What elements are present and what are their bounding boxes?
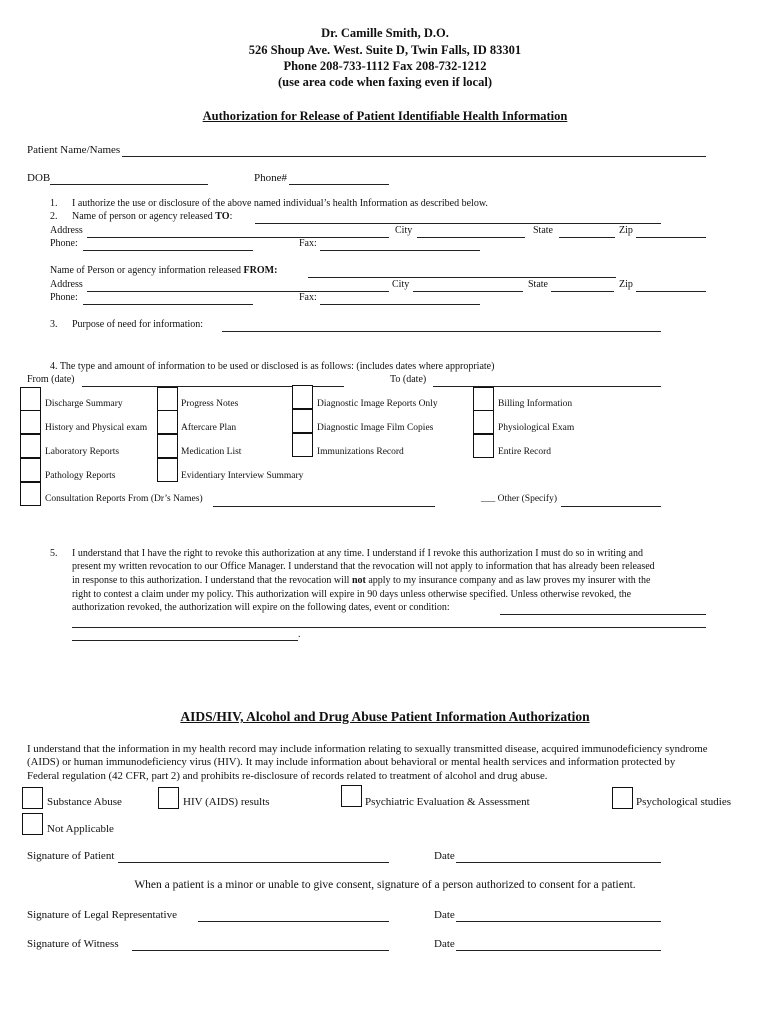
from-zip-field[interactable] bbox=[636, 279, 706, 292]
history-physical-label: History and Physical exam bbox=[45, 423, 148, 433]
pathology-label: Pathology Reports bbox=[45, 471, 116, 481]
substance-abuse-checkbox[interactable] bbox=[22, 787, 43, 809]
billing-label: Billing Information bbox=[498, 399, 573, 409]
dob-field[interactable] bbox=[50, 172, 208, 185]
witness-date-label: Date bbox=[434, 938, 455, 950]
doctor-name: Dr. Camille Smith, D.O. bbox=[321, 26, 449, 40]
evidentiary-checkbox[interactable] bbox=[157, 458, 178, 482]
to-name-field[interactable] bbox=[255, 211, 661, 224]
entire-record-label: Entire Record bbox=[498, 447, 552, 457]
from-address-label: Address bbox=[50, 279, 83, 290]
from-fax-field[interactable] bbox=[320, 292, 480, 305]
aids-title: AIDS/HIV, Alcohol and Drug Abuse Patient Information Authorization bbox=[180, 709, 590, 724]
patient-name-label: Patient Name/Names bbox=[27, 144, 121, 156]
not-applicable-label: Not Applicable bbox=[47, 823, 114, 835]
history-physical-checkbox[interactable] bbox=[20, 410, 41, 434]
to-city-label: City bbox=[395, 225, 413, 236]
office-address: 526 Shoup Ave. West. Suite D, Twin Falls, ID 83301 bbox=[248, 43, 522, 57]
psychiatric-checkbox[interactable] bbox=[341, 785, 362, 807]
item2-text: Name of person or agency released TO: bbox=[72, 211, 233, 222]
to-zip-field[interactable] bbox=[636, 225, 706, 238]
form-title: Authorization for Release of Patient Identifiable Health Information bbox=[202, 109, 568, 123]
diagnostic-reports-label: Diagnostic Image Reports Only bbox=[317, 399, 438, 409]
to-phone-field[interactable] bbox=[83, 238, 253, 251]
from-zip-label: Zip bbox=[619, 279, 633, 290]
to-phone-label: Phone: bbox=[50, 238, 78, 249]
consultation-checkbox[interactable] bbox=[20, 482, 41, 506]
billing-checkbox[interactable] bbox=[473, 387, 494, 411]
other-field[interactable] bbox=[561, 494, 661, 507]
physiological-exam-checkbox[interactable] bbox=[473, 410, 494, 434]
revoke-line-5: authorization revoked, the authorization will expire on the following dates, event or condition: bbox=[72, 602, 450, 613]
item1-number: 1. bbox=[50, 198, 58, 209]
to-date-field[interactable] bbox=[433, 374, 661, 387]
hiv-results-label: HIV (AIDS) results bbox=[183, 796, 270, 808]
item5-number: 5. bbox=[50, 548, 58, 559]
revoke-line-4: right to contest a claim under my policy. This authorization will expire in 90 days unless otherwise specified. Unless otherwise revoked, the bbox=[72, 589, 632, 600]
to-city-field[interactable] bbox=[417, 225, 525, 238]
from-state-field[interactable] bbox=[551, 279, 614, 292]
signature-legal-field[interactable] bbox=[198, 909, 389, 922]
physiological-exam-label: Physiological Exam bbox=[498, 423, 575, 433]
substance-abuse-label: Substance Abuse bbox=[47, 796, 122, 808]
to-label: TO bbox=[215, 211, 230, 222]
revoke-line-1: I understand that I have the right to revoke this authorization at any time. I understand if I revoke this authorization I must do so in writing and bbox=[72, 548, 643, 559]
discharge-summary-checkbox[interactable] bbox=[20, 387, 41, 411]
signature-witness-label: Signature of Witness bbox=[27, 938, 119, 950]
expiration-field-2[interactable] bbox=[72, 615, 706, 628]
psychological-checkbox[interactable] bbox=[612, 787, 633, 809]
minor-note: When a patient is a minor or unable to give consent, signature of a person authorized to consent for a patient. bbox=[134, 879, 636, 891]
signature-patient-label: Signature of Patient bbox=[27, 850, 115, 862]
signature-witness-field[interactable] bbox=[132, 938, 389, 951]
to-state-field[interactable] bbox=[559, 225, 615, 238]
aids-para-line-1: I understand that the information in my health record may include information relating to sexually transmitted disease, acquired immunodeficiency syndrome bbox=[27, 743, 708, 755]
to-date-label: To (date) bbox=[390, 374, 427, 385]
evidentiary-label: Evidentiary Interview Summary bbox=[181, 471, 304, 481]
patient-date-field[interactable] bbox=[456, 850, 661, 863]
to-zip-label: Zip bbox=[619, 225, 633, 236]
medication-label: Medication List bbox=[181, 447, 242, 457]
item3-number: 3. bbox=[50, 319, 58, 330]
to-address-label: Address bbox=[50, 225, 83, 236]
aftercare-label: Aftercare Plan bbox=[181, 423, 237, 433]
item1-text: I authorize the use or disclosure of the above named individual’s health Information as described below. bbox=[72, 198, 488, 209]
legal-date-label: Date bbox=[434, 909, 455, 921]
patient-phone-field[interactable] bbox=[289, 172, 389, 185]
from-name-field[interactable] bbox=[308, 265, 616, 278]
patient-phone-label: Phone# bbox=[254, 172, 287, 184]
diagnostic-film-checkbox[interactable] bbox=[292, 409, 313, 433]
laboratory-checkbox[interactable] bbox=[20, 434, 41, 458]
patient-date-label: Date bbox=[434, 850, 455, 862]
from-phone-field[interactable] bbox=[83, 292, 253, 305]
immunizations-label: Immunizations Record bbox=[317, 447, 404, 457]
psychological-label: Psychological studies bbox=[636, 796, 732, 808]
signature-patient-field[interactable] bbox=[118, 850, 389, 863]
not-applicable-checkbox[interactable] bbox=[22, 813, 43, 835]
discharge-summary-label: Discharge Summary bbox=[45, 399, 123, 409]
item3-text: Purpose of need for information: bbox=[72, 319, 204, 330]
aids-para-line-3: Federal regulation (42 CFR, part 2) and prohibits re-disclosure of records related to treatment of alcohol and drug abuse. bbox=[27, 770, 548, 782]
revoke-line-3: in response to this authorization. I understand that the revocation will not apply to my insurance company and as law proves my insurer with the bbox=[72, 575, 651, 586]
item4-text: 4. The type and amount of information to be used or disclosed is as follows: (includes dates where appropriate) bbox=[50, 361, 495, 372]
to-state-label: State bbox=[533, 225, 553, 236]
dob-label: DOB bbox=[27, 172, 51, 184]
diagnostic-reports-checkbox[interactable] bbox=[292, 385, 313, 409]
from-phone-label: Phone: bbox=[50, 292, 78, 303]
consultation-field[interactable] bbox=[213, 494, 435, 507]
pathology-checkbox[interactable] bbox=[20, 458, 41, 482]
hiv-results-checkbox[interactable] bbox=[158, 787, 179, 809]
witness-date-field[interactable] bbox=[456, 938, 661, 951]
expiration-field-3[interactable] bbox=[72, 628, 298, 641]
aids-para-line-2: (AIDS) or human immunodeficiency virus (HIV). It may include information about behavioral or mental health services and information protected by bbox=[27, 756, 676, 768]
from-state-label: State bbox=[528, 279, 548, 290]
to-fax-field[interactable] bbox=[320, 238, 480, 251]
expiration-field-1[interactable] bbox=[500, 602, 706, 615]
legal-date-field[interactable] bbox=[456, 909, 661, 922]
expiration-period: . bbox=[298, 629, 301, 640]
office-phone-fax: Phone 208-733-1112 Fax 208-732-1212 bbox=[283, 59, 487, 73]
entire-record-checkbox[interactable] bbox=[473, 434, 494, 458]
immunizations-checkbox[interactable] bbox=[292, 433, 313, 457]
psychiatric-label: Psychiatric Evaluation & Assessment bbox=[365, 796, 530, 808]
from-label: Name of Person or agency information released FROM: bbox=[50, 265, 278, 276]
fax-note: (use area code when faxing even if local) bbox=[278, 75, 492, 89]
from-date-label: From (date) bbox=[27, 374, 75, 385]
patient-name-field[interactable] bbox=[122, 144, 706, 157]
aftercare-checkbox[interactable] bbox=[157, 410, 178, 434]
consultation-label: Consultation Reports From (Dr’s Names) bbox=[45, 494, 203, 504]
progress-notes-checkbox[interactable] bbox=[157, 387, 178, 411]
purpose-field[interactable] bbox=[222, 319, 661, 332]
item2-number: 2. bbox=[50, 211, 58, 222]
progress-notes-label: Progress Notes bbox=[181, 399, 239, 409]
from-address-field[interactable] bbox=[87, 279, 389, 292]
to-address-field[interactable] bbox=[87, 225, 389, 238]
revoke-line-2: present my written revocation to our Office Manager. I understand that the revocation will not apply to information that has already been released bbox=[72, 561, 655, 572]
to-fax-label: Fax: bbox=[299, 238, 317, 249]
from-city-label: City bbox=[392, 279, 410, 290]
medication-checkbox[interactable] bbox=[157, 434, 178, 458]
laboratory-label: Laboratory Reports bbox=[45, 447, 120, 457]
from-fax-label: Fax: bbox=[299, 292, 317, 303]
from-city-field[interactable] bbox=[413, 279, 523, 292]
other-label: ___ Other (Specify) bbox=[481, 494, 557, 504]
diagnostic-film-label: Diagnostic Image Film Copies bbox=[317, 423, 434, 433]
signature-legal-label: Signature of Legal Representative bbox=[27, 909, 177, 921]
